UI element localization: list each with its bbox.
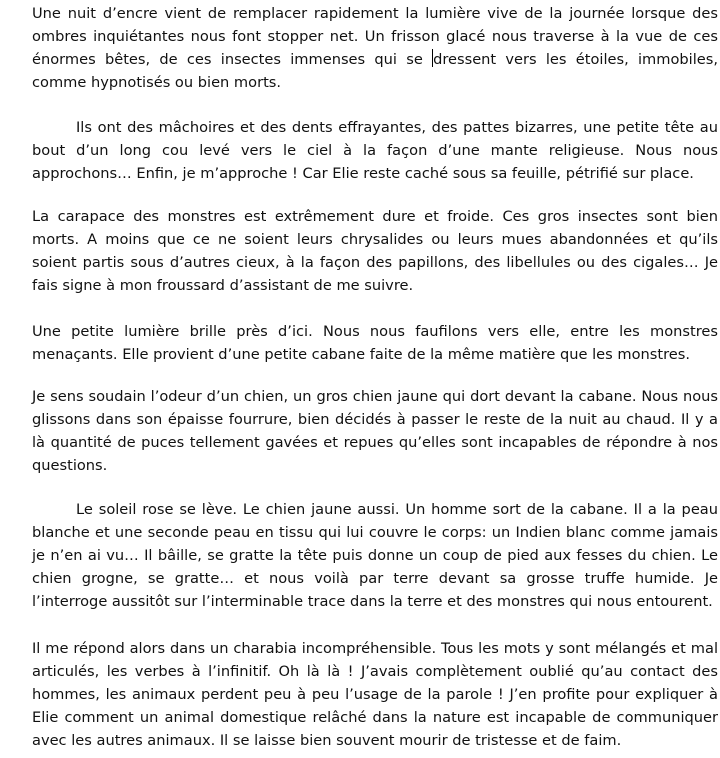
paragraph-3: La carapace des monstres est extrêmement dure et froide. Ces gros insectes sont bien morts. A moins que ce ne soient leurs chrysalides ou leurs mues abandonnées et qu’ils soient partis sous d’autres cieux, à la façon des papillons, des libellules ou des cigales… Je fais signe à mon froussard d’assistant de me suivre. bbox=[32, 208, 718, 294]
paragraph-1-text-end: dressent vers les étoiles, immobiles, comme hypnotisés ou bien morts. bbox=[32, 51, 718, 91]
paragraph-5: Je sens soudain l’odeur d’un chien, un gros chien jaune qui dort devant la cabane. Nous nous glissons dans son épaisse fourrure, bien décidés à passer le reste de la nuit au chaud. Il y a là quantité de puces tellement gavées et repues qu’elles sont incapables de répondre à nos questions. bbox=[32, 388, 718, 474]
paragraph-2: Ils ont des mâchoires et des dents effrayantes, des pattes bizarres, une petite tête au bout d’un long cou levé vers le ciel à la façon d’une mante religieuse. Nous nous approchons… Enfin, je m’approche ! Car Elie reste caché sous sa feuille, pétrifié sur place. bbox=[32, 119, 718, 182]
paragraph-6: Le soleil rose se lève. Le chien jaune aussi. Un homme sort de la cabane. Il a la peau blanche et une seconde peau en tissu qui lui couvre le corps: un Indien blanc comme jamais je n’en ai vu… Il bâille, se gratte la tête puis donne un coup de pied aux fesses du chien. Le chien grogne, se gratte… et nous voilà par terre devant sa grosse truffe humide. Je l’interroge aussitôt sur l’interminable trace dans la terre et des monstres qui nous entourent. bbox=[32, 501, 718, 610]
paragraph-1 bbox=[32, 2, 718, 94]
paragraph-7: Il me répond alors dans un charabia incompréhensible. Tous les mots y sont mélangés et mal articulés, les verbes à l’infinitif. Oh là là ! J’avais complètement oublié qu’au contact des hommes, les animaux perdent peu à peu l’usage de la parole ! J’en profite pour expliquer à Elie comment un animal domestique relâché dans la nature est incapable de communiquer avec les autres animaux. Il se laisse bien souvent mourir de tristesse et de faim. bbox=[32, 640, 718, 749]
paragraph-1-text-start: Une nuit d’encre vient de remplacer rapidement la lumière vive de la journée lorsque des ombres inquiétantes nous font stopper net. Un frisson glacé nous traverse à la vue de ces énormes bêtes, de ces insectes immenses qui se bbox=[32, 5, 718, 68]
paragraph-4: Une petite lumière brille près d’ici. Nous nous faufilons vers elle, entre les monstres menaçants. Elle provient d’une petite cabane faite de la même matière que les monstres. bbox=[32, 323, 718, 363]
